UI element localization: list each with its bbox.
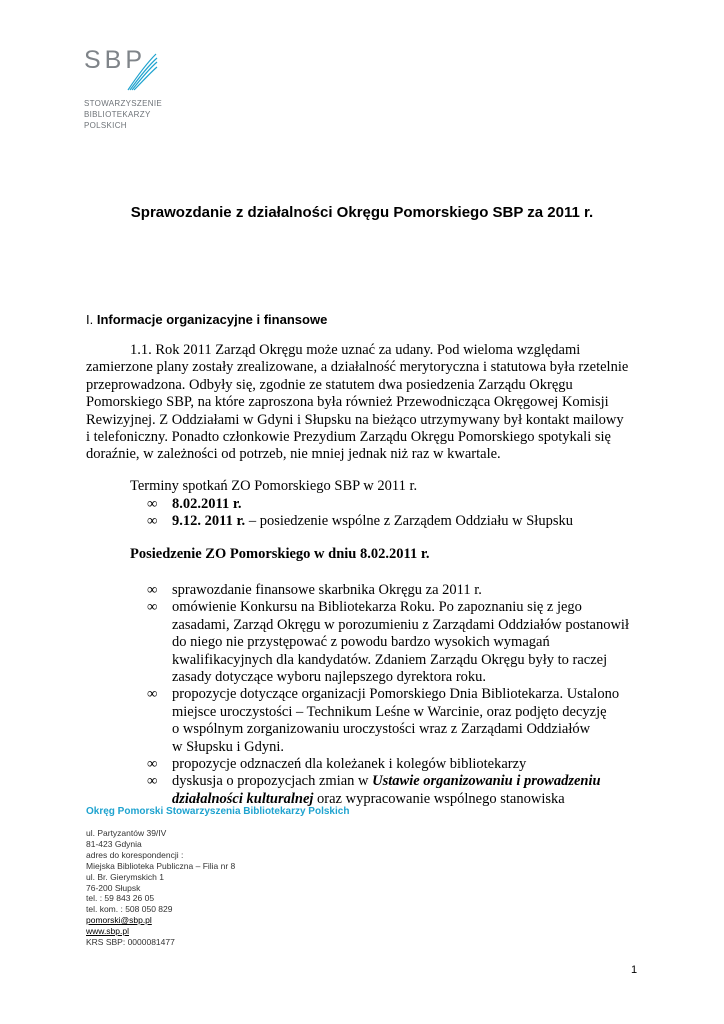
meeting-date: 8.02.2011 r.: [172, 496, 242, 512]
footer-line: tel. : 59 843 26 05: [86, 893, 155, 904]
infinity-bullet-icon: ∞: [147, 773, 158, 790]
agenda-line: kwalifikacyjnych dla kandydatów. Zdaniem Zarządu Okręgu były to raczej: [172, 651, 608, 668]
footer-line: ul. Partyzantów 39/IV: [86, 828, 167, 838]
logo-subtitle-line: BIBLIOTEKARZY: [84, 110, 151, 119]
logo-swoosh-icon: [126, 52, 158, 92]
title-suffix: r: [584, 204, 590, 221]
list-item: [147, 599, 647, 686]
document-title: [0, 204, 724, 221]
agenda-emphasis: działalności kulturalnej: [172, 790, 314, 807]
meeting-dates-list: [147, 496, 573, 531]
footer-address: [86, 828, 235, 948]
infinity-bullet-icon: ∞: [147, 496, 158, 512]
meeting-date: 9.12. 2011 r.: [172, 513, 246, 530]
paragraph-line: doraźnie, w zależności od potrzeb, nie mniej jednak niż raz w kwartale.: [86, 446, 501, 463]
meeting-detail-heading: Posiedzenie ZO Pomorskiego w dniu 8.02.2011 r.: [130, 546, 430, 562]
page-number: 1: [631, 964, 638, 976]
email-link[interactable]: pomorski@sbp.pl: [86, 915, 152, 926]
agenda-line: omówienie Konkursu na Bibliotekarza Roku. Po zapoznaniu się z jego: [172, 599, 582, 616]
footer-line: tel. kom. : 508 050 829: [86, 904, 173, 915]
paragraph-line: 1.1. Rok 2011 Zarząd Okręgu może uznać za udany. Pod wieloma względami: [130, 342, 581, 358]
logo-letters: SBP: [84, 46, 147, 74]
agenda-line: w Słupsku i Gdyni.: [172, 738, 284, 755]
meeting-note: – posiedzenie wspólne z Zarządem Oddziału w Słupsku: [245, 513, 573, 530]
infinity-bullet-icon: ∞: [147, 686, 158, 703]
agenda-line: zasady dotyczące wyboru najlepszego dyrektora roku.: [172, 669, 487, 686]
footer-line: adres do korespondencji :: [86, 849, 184, 860]
agenda-line: miejsce uroczystości – Technikum Leśne w Warcinie, oraz podjęto decyzję: [172, 703, 607, 720]
meetings-heading: Terminy spotkań ZO Pomorskiego SBP w 2011 r.: [130, 478, 418, 494]
agenda-line: propozycje odznaczeń dla koleżanek i kolegów bibliotekarzy: [172, 756, 527, 773]
paragraph-line: Pomorskiego SBP, na które zaproszona była również Przewodnicząca Okręgowej Komisji: [86, 394, 609, 411]
paragraph-line: Rewizyjnej. Z Oddziałami w Gdyni i Słupsku na bieżąco utrzymywany był kontakt mailowy: [86, 411, 624, 428]
footer-org-name: Okręg Pomorski Stowarzyszenia Bibliotekarzy Polskich: [86, 806, 350, 817]
agenda-line: zasadami, Zarząd Okręgu w porozumieniu z Zarządami Oddziałów postanowił: [172, 616, 629, 633]
list-item: [147, 773, 647, 808]
paragraph-line: i telefoniczny. Ponadto członkowie Prezydium Zarządu Okręgu Pomorskiego spotykali się: [86, 429, 611, 446]
logo-subtitle-line: STOWARZYSZENIE: [84, 99, 162, 108]
footer-krs: KRS SBP: 0000081477: [86, 937, 175, 948]
infinity-bullet-icon: ∞: [147, 756, 158, 773]
paragraph-line: zamierzone plany zostały zrealizowane, a działalność merytoryczna i statutowa była rzetelnie: [86, 359, 629, 376]
agenda-line: [172, 773, 647, 790]
sbp-logo: [84, 46, 204, 146]
website-link[interactable]: www.sbp.pl: [86, 926, 129, 937]
agenda-line: sprawozdanie finansowe skarbnika Okręgu za 2011 r.: [172, 582, 482, 598]
list-item: [147, 686, 647, 756]
agenda-emphasis: Ustawie organizowaniu i prowadzeniu: [372, 773, 601, 790]
section-heading: [86, 312, 327, 327]
logo-subtitle: [84, 98, 162, 131]
section-numeral: I.: [86, 312, 97, 327]
footer-line: 76-200 Słupsk: [86, 882, 141, 893]
list-item: [147, 496, 573, 513]
title-main: Sprawozdanie z działalności Okręgu Pomorskiego SBP za 2011: [130, 204, 585, 221]
agenda-line: propozycje dotyczące organizacji Pomorskiego Dnia Bibliotekarza. Ustalono: [172, 686, 620, 703]
infinity-bullet-icon: ∞: [147, 582, 158, 598]
list-item: [147, 582, 647, 599]
agenda-text: dyskusja o propozycjach zmian w: [172, 773, 373, 790]
section-heading-text: Informacje organizacyjne i finansowe: [96, 312, 328, 327]
list-item: [147, 513, 573, 530]
paragraph-line: przeprowadzona. Odbyły się, zgodnie ze statutem dwa posiedzenia Zarządu Okręgu: [86, 376, 573, 393]
intro-paragraph: [86, 342, 642, 464]
infinity-bullet-icon: ∞: [147, 513, 158, 530]
title-period: .: [589, 204, 594, 221]
infinity-bullet-icon: ∞: [147, 599, 158, 616]
footer-line: ul. Br. Gierymskich 1: [86, 871, 164, 882]
agenda-line: do niego nie przystępować z powodu bardzo wysokich wymagań: [172, 634, 550, 651]
meeting-agenda-list: [147, 582, 647, 808]
logo-subtitle-line: POLSKICH: [84, 121, 127, 130]
agenda-text: oraz wypracowanie wspólnego stanowiska: [313, 790, 565, 807]
agenda-line: o wspólnym zorganizowaniu uroczystości wraz z Zarządami Oddziałów: [172, 721, 591, 738]
footer-line: 81-423 Gdynia: [86, 838, 142, 849]
footer-line: Miejska Biblioteka Publiczna – Filia nr 8: [86, 860, 236, 871]
list-item: [147, 756, 647, 773]
